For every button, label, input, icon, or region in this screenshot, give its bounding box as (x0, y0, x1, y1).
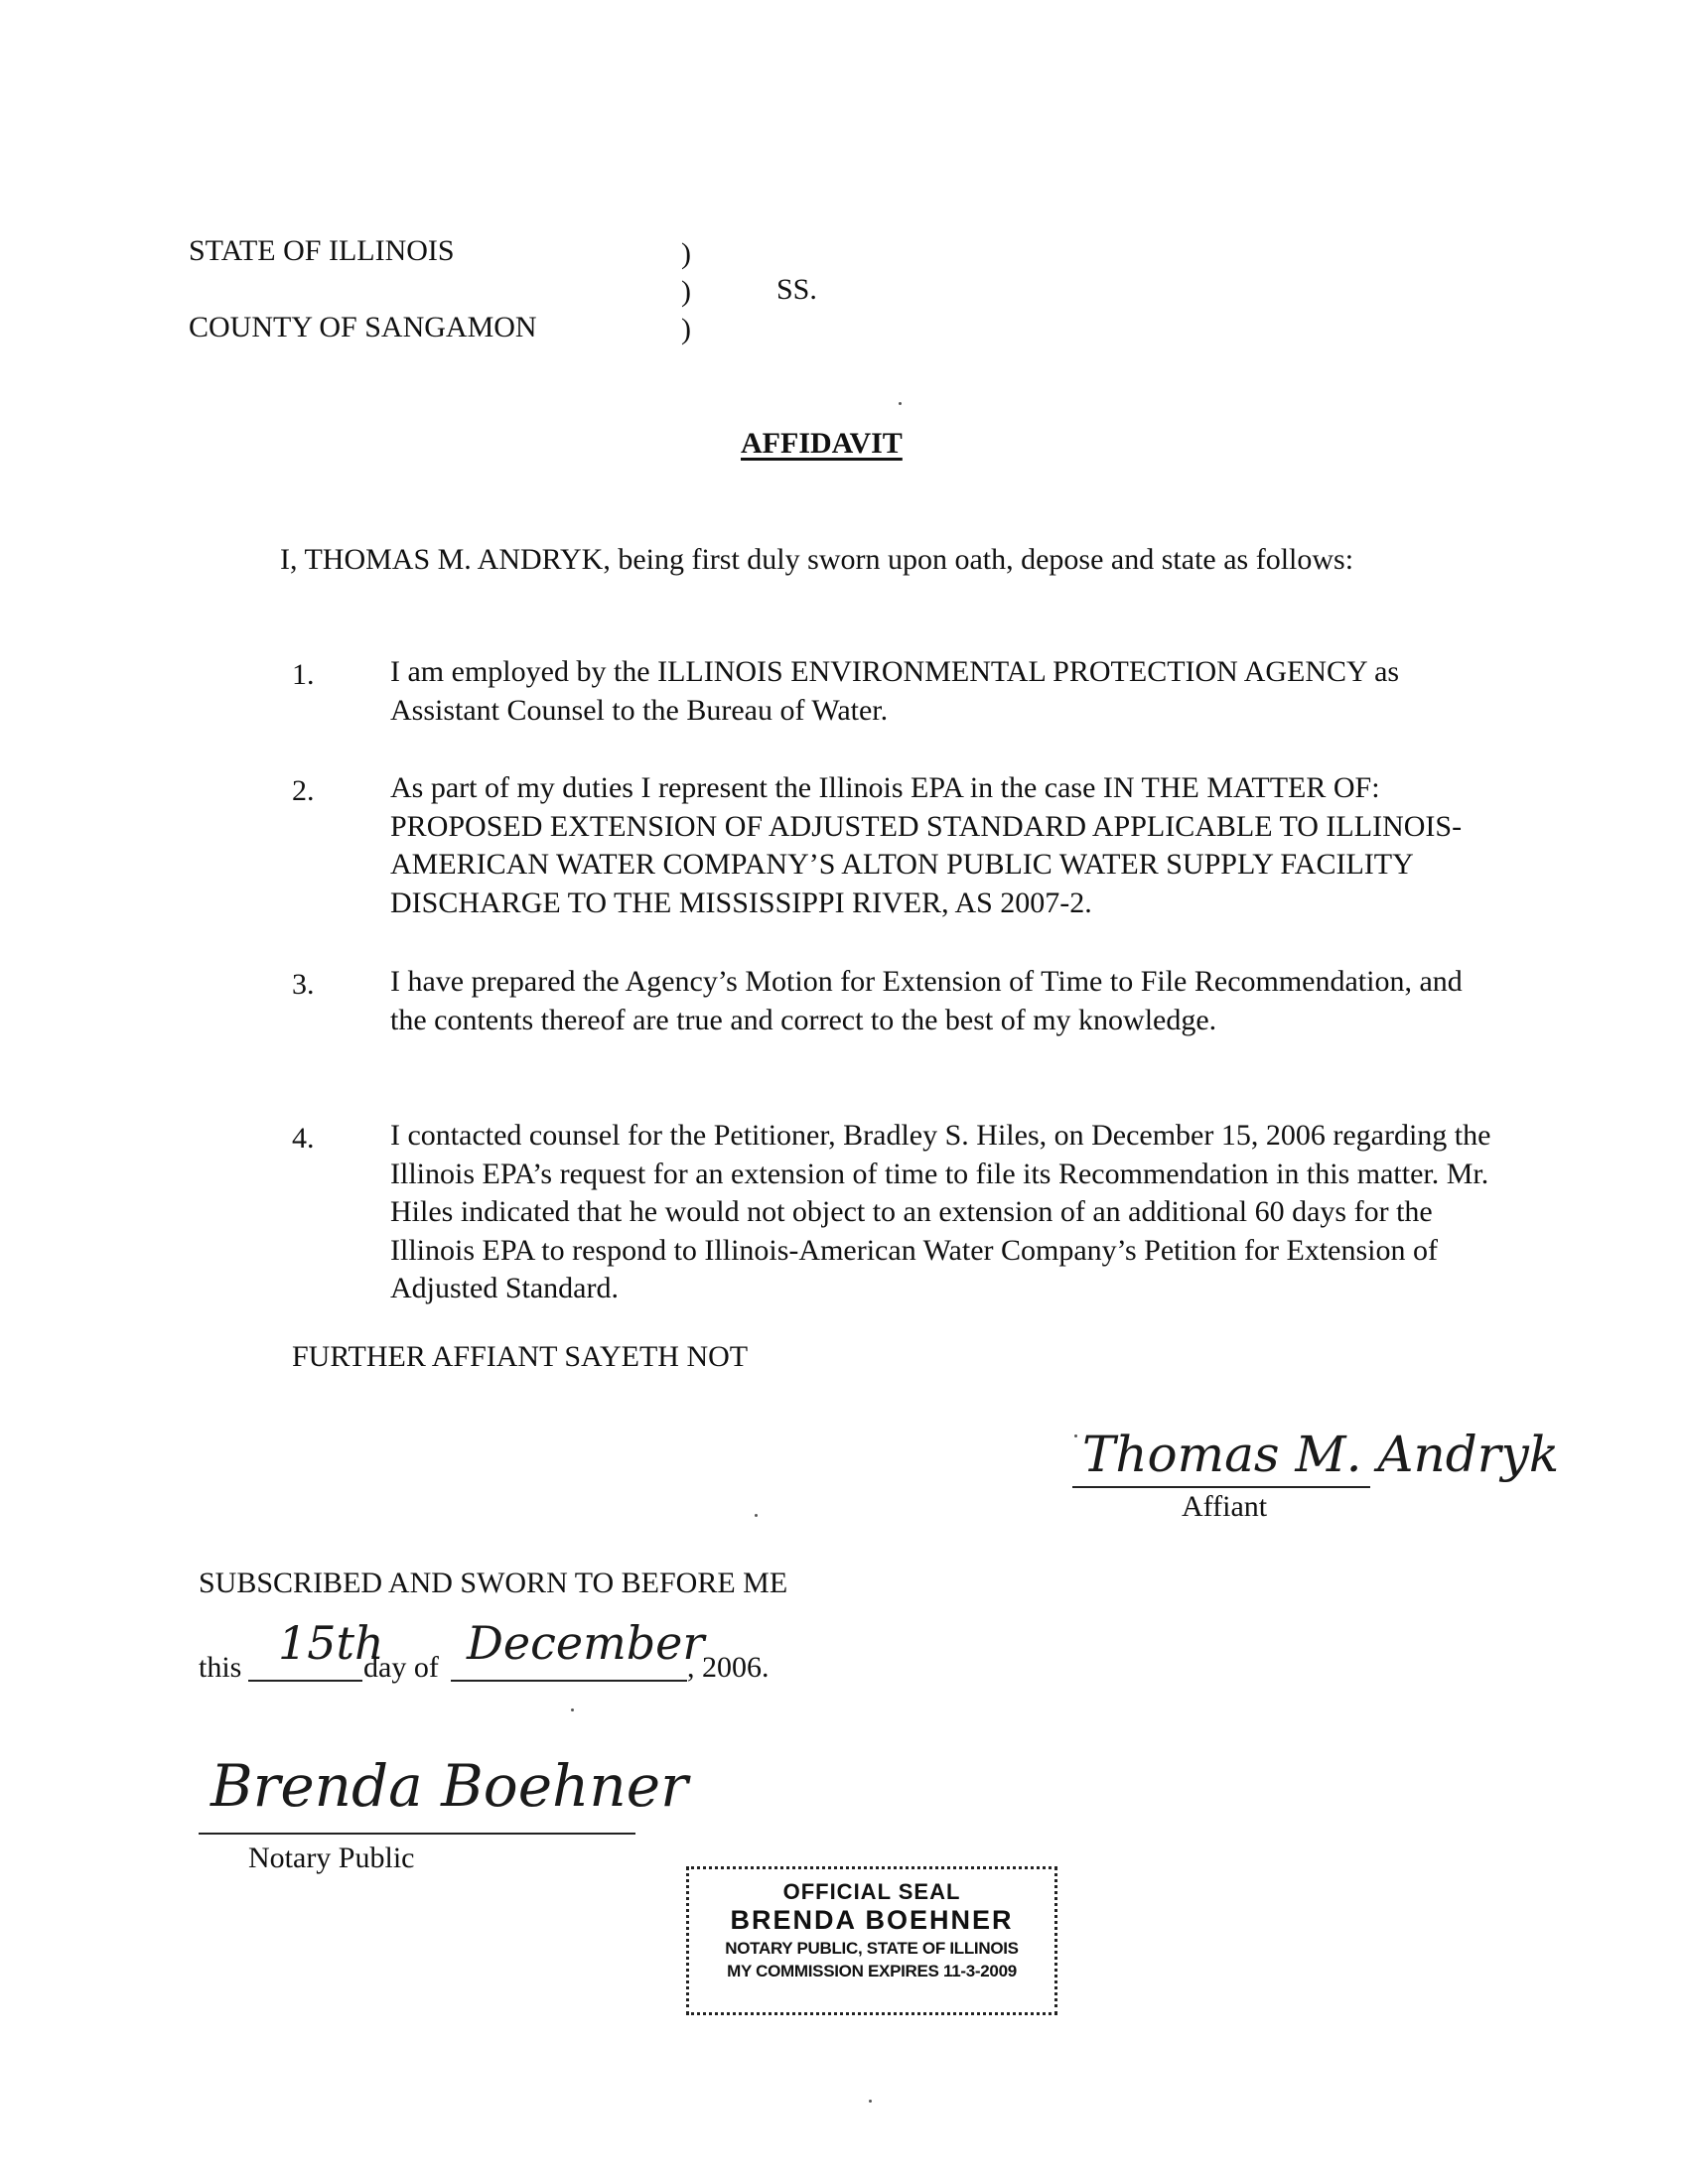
county-of-sangamon: COUNTY OF SANGAMON (189, 311, 537, 343)
jurat-day-handwritten: 15th (278, 1616, 384, 1670)
seal-jurisdiction: NOTARY PUBLIC, STATE OF ILLINOIS (725, 1939, 1019, 1958)
item-number: 1. (292, 658, 315, 691)
jurat-month-handwritten: December (467, 1616, 705, 1670)
caption-paren: ) (681, 275, 691, 308)
further-affiant-sayeth-not: FURTHER AFFIANT SAYETH NOT (292, 1340, 749, 1373)
state-of-illinois: STATE OF ILLINOIS (189, 234, 455, 267)
day-blank-line (248, 1680, 362, 1682)
affiant-signature: Thomas M. Andryk (1082, 1426, 1560, 1483)
intro-paragraph: I, THOMAS M. ANDRYK, being first duly sworn upon oath, depose and state as follows: (280, 543, 1354, 576)
ss-abbreviation: SS. (776, 273, 817, 306)
jurat-year: , 2006. (687, 1651, 770, 1684)
official-seal-stamp (686, 1866, 1057, 2015)
item-text: As part of my duties I represent the Illinois EPA in the case IN THE MATTER OF: PROPOSED EXTENSION OF ADJUSTED STANDARD APPLICABLE TO ILLINOIS-AMERICAN WATER COMPANY’S ALTON PUBLIC WATER SUPPLY FACILITY DISCHARGE TO THE MISSISSIPPI RIVER, AS 2007-2. (390, 771, 1463, 919)
month-blank-line (451, 1680, 687, 1682)
seal-commission-expiry: MY COMMISSION EXPIRES 11-3-2009 (727, 1962, 1017, 1980)
affiant-label: Affiant (1182, 1490, 1268, 1523)
scan-speck (899, 402, 902, 405)
seal-title: OFFICIAL SEAL (782, 1879, 961, 1904)
item-number: 3. (292, 968, 315, 1001)
jurat-this: this (199, 1651, 242, 1684)
document-title: AFFIDAVIT (741, 427, 903, 460)
caption-paren: ) (681, 313, 691, 345)
item-text: I have prepared the Agency’s Motion for Extension of Time to File Recommendation, and the contents thereof are true and correct to the best of my knowledge. (390, 965, 1463, 1036)
jurat-heading: SUBSCRIBED AND SWORN TO BEFORE ME (199, 1567, 788, 1599)
scan-speck (869, 2100, 872, 2103)
jurat-day-of: day of (363, 1651, 439, 1684)
affiant-signature-line (1072, 1486, 1370, 1488)
seal-notary-name: BRENDA BOEHNER (730, 1905, 1014, 1935)
scan-speck (755, 1514, 758, 1517)
caption-paren: ) (681, 237, 691, 270)
item-number: 4. (292, 1122, 315, 1155)
notary-label: Notary Public (248, 1842, 415, 1874)
item-number: 2. (292, 774, 315, 807)
scan-speck (571, 1708, 574, 1711)
notary-signature-line (199, 1833, 635, 1835)
item-text: I am employed by the ILLINOIS ENVIRONMENTAL PROTECTION AGENCY as Assistant Counsel to the Bureau of Water. (390, 655, 1400, 727)
scan-speck (1074, 1434, 1077, 1437)
item-text: I contacted counsel for the Petitioner, Bradley S. Hiles, on December 15, 2006 regarding the Illinois EPA’s request for an extension of time to file its Recommendation in this matter. Mr. Hiles indicated that he would not object to an extension of an additional 60 days for the Illinois EPA to respond to Illinois-American Water Company’s Petition for Extension of Adjusted Standard. (390, 1119, 1491, 1304)
notary-signature: Brenda Boehner (210, 1752, 688, 1820)
